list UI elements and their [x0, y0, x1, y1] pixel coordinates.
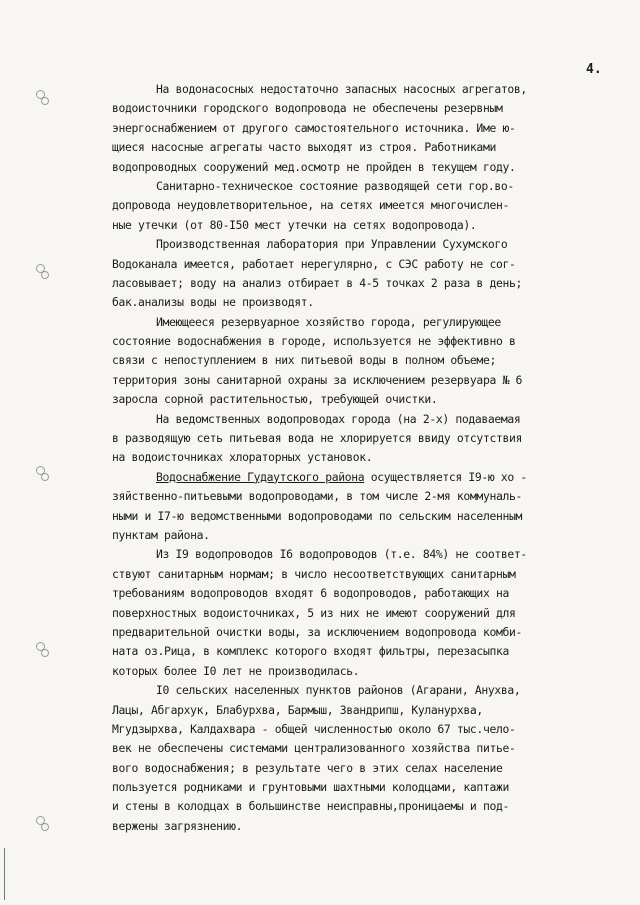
text-line: заросла сорной растительностью, требующей очистки.: [112, 392, 438, 407]
text-line: предварительной очистки воды, за исключением водопровода комби-: [112, 624, 522, 639]
margin-line: [4, 848, 5, 900]
text-line: ными и I7-ю ведомственными водопроводами по сельским населенным: [112, 508, 522, 523]
text-line: водоисточники городского водопровода не обеспечены резервным: [112, 101, 503, 116]
text-line: век не обеспечены системами централизованного хозяйства питье-: [112, 741, 516, 756]
text-line: ласовывает; воду на анализ отбирает в 4-5 точках 2 раза в день;: [112, 275, 522, 290]
text-line: пользуется родниками и грунтовыми шахтными колодцами, каптажи: [112, 780, 509, 795]
binder-hole-mark: [36, 262, 50, 280]
text-line: и стены в колодцах в большинстве неисправны,проницаемы и под-: [112, 799, 509, 814]
text-line: которых более I0 лет не производилась.: [112, 663, 360, 678]
text-line: допровода неудовлетворительное, на сетях имеется многочислен-: [112, 198, 509, 213]
binder-hole-mark: [36, 88, 50, 106]
text-line: вержены загрязнению.: [112, 818, 243, 833]
text-line: бак.анализы воды не производят.: [112, 295, 314, 310]
body-text: [112, 80, 612, 836]
text-line: на водоисточниках хлораторных установок.: [112, 450, 373, 465]
text-line: ната оз.Рица, в комплекс которого входят фильтры, перезасыпка: [112, 644, 509, 659]
text-line: Санитарно-техническое состояние разводящей сети гор.во-: [156, 178, 514, 193]
text-line: Из I9 водопроводов I6 водопроводов (т.е. 84%) не соответ-: [156, 547, 527, 562]
text-line: щиеся насосные агрегаты часто выходят из строя. Работниками: [112, 140, 496, 155]
text-line: Водоканала имеется, работает нерегулярно, с СЭС работу не сог-: [112, 256, 516, 271]
text-line: водопроводных сооружений мед.осмотр не пройден в текущем году.: [112, 159, 516, 174]
text-line: состояние водоснабжения в городе, используется не эффективно в: [112, 334, 516, 349]
text-line: в разводящую сеть питьевая вода не хлорируется ввиду отсутствия: [112, 431, 522, 446]
text-line: На ведомственных водопроводах города (на 2-х) подаваемая: [156, 411, 521, 426]
text-line: требованиям водопроводов входят 6 водопроводов, работающих на: [112, 586, 509, 601]
text-line: Мгудзырхва, Калдахвара - общей численностью около 67 тыс.чело-: [112, 721, 516, 736]
text-line: территория зоны санитарной охраны за исключением резервуара № 6: [112, 372, 522, 387]
text-line: На водонасосных недостаточно запасных насосных агрегатов,: [156, 82, 527, 96]
text-line: вого водоснабжения; в результате чего в этих селах население: [112, 760, 503, 775]
text-line: I0 сельских населенных пунктов районов (Агарани, Анухва,: [156, 683, 521, 698]
page-number: 4.: [586, 62, 602, 77]
text-line: Водоснабжение Гудаутского района осуществляется I9-ю хо -: [156, 469, 527, 484]
text-line: Производственная лаборатория при Управлении Сухумского: [156, 237, 508, 252]
text-line: ствуют санитарным нормам; в число несоответствующих санитарным: [112, 566, 516, 581]
binder-hole-mark: [36, 640, 50, 658]
text-line: пунктам района.: [112, 527, 210, 542]
text-line: поверхностных водоисточниках, 5 из них не имеют сооружений для: [112, 605, 516, 620]
section-heading: Водоснабжение Гудаутского района: [156, 469, 365, 484]
binder-hole-mark: [36, 464, 50, 482]
text-line: энергоснабжением от другого самостоятельного источника. Име ю-: [112, 120, 516, 135]
binder-hole-mark: [36, 814, 50, 832]
text-line: зяйственно-питьевыми водопроводами, в том числе 2-мя коммуналь-: [112, 489, 522, 504]
text-line: ные утечки (от 80-I50 мест утечки на сетях водопровода).: [112, 217, 477, 232]
text-line: Имеющееся резервуарное хозяйство города, регулирующее: [156, 314, 501, 329]
text-line: Лацы, Абгархук, Блабурхва, Бармыш, Звандрипш, Куланурхва,: [112, 702, 483, 717]
text-line: связи с непоступлением в них питьевой воды в полном объеме;: [112, 353, 496, 368]
